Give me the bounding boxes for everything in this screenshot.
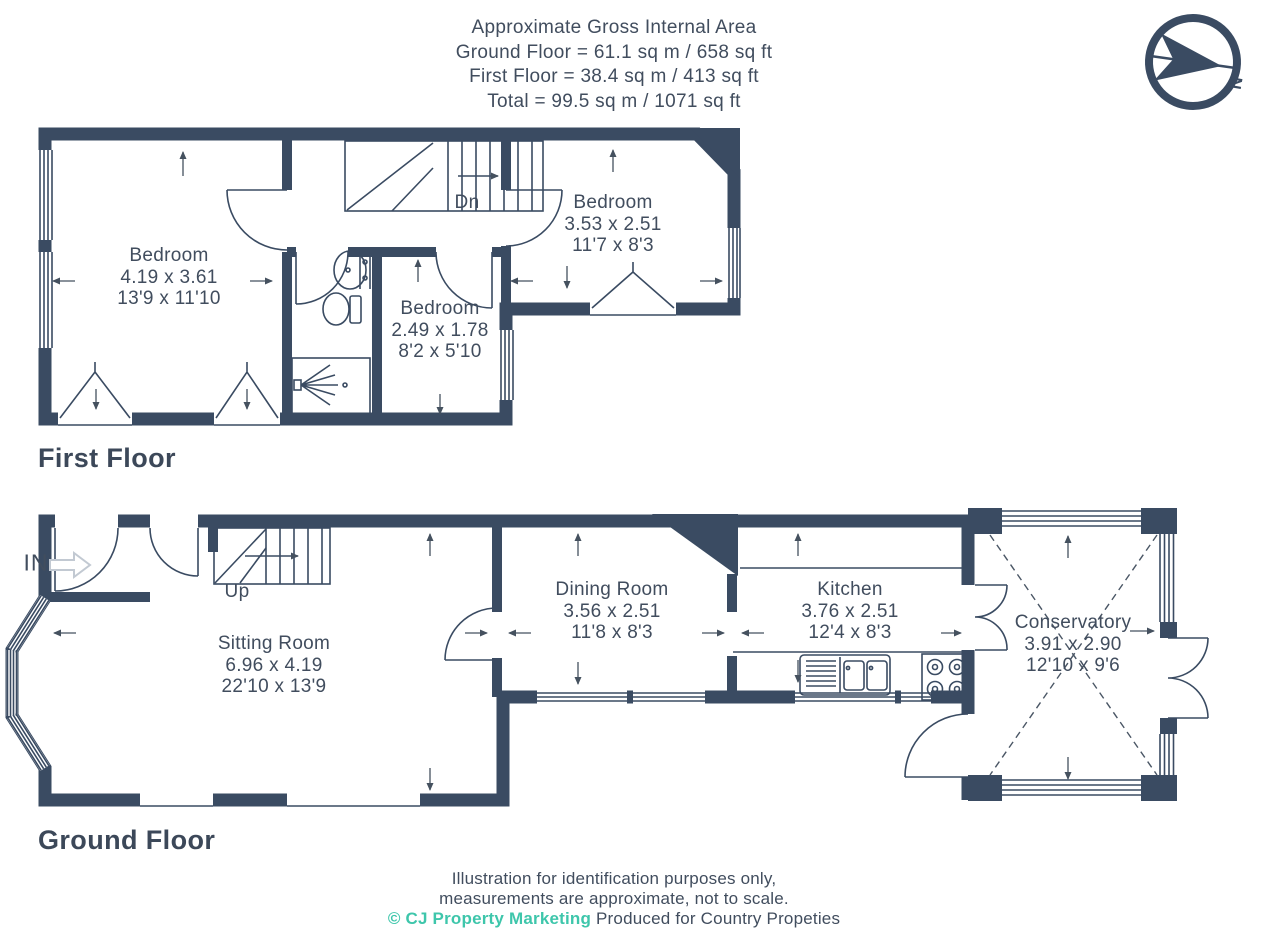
staircase-down bbox=[345, 141, 543, 211]
room-dim-imperial: 12'10 x 9'6 bbox=[1025, 654, 1120, 676]
room-name: Bedroom bbox=[573, 191, 653, 213]
room-dim-imperial: 11'8 x 8'3 bbox=[571, 621, 653, 643]
stairs-down-label: Dn bbox=[454, 192, 480, 213]
credit-marketing: © CJ Property Marketing bbox=[387, 909, 592, 928]
room-label-bedroom-3 bbox=[391, 298, 488, 363]
disclaimer-line-2: measurements are approximate, not to scale. bbox=[439, 888, 789, 908]
room-name: Bedroom bbox=[400, 297, 480, 319]
room-label-dining-room bbox=[555, 579, 668, 644]
room-dim-metric: 4.19 x 3.61 bbox=[120, 266, 218, 288]
ground-floor-title: Ground Floor bbox=[38, 825, 216, 855]
kitchen-conservatory-doors bbox=[975, 585, 1007, 650]
window bbox=[537, 690, 627, 704]
room-label-bedroom-1 bbox=[117, 245, 220, 310]
footer bbox=[388, 869, 840, 929]
first-floor-title: First Floor bbox=[38, 443, 176, 473]
shower-icon bbox=[292, 358, 370, 414]
room-dim-imperial: 13'9 x 11'10 bbox=[117, 287, 221, 309]
room-dim-metric: 2.49 x 1.78 bbox=[391, 319, 489, 341]
window bbox=[499, 330, 513, 400]
room-label-bedroom-2 bbox=[564, 192, 661, 257]
room-name: Conservatory bbox=[1014, 611, 1132, 633]
staircase-up bbox=[214, 528, 330, 584]
credit-line bbox=[388, 909, 840, 929]
room-dim-metric: 6.96 x 4.19 bbox=[225, 654, 323, 676]
vestibule-door bbox=[150, 528, 198, 576]
room-dim-imperial: 22'10 x 13'9 bbox=[221, 675, 327, 697]
disclaimer-line-1: Illustration for identification purposes only, bbox=[451, 869, 777, 888]
window bbox=[37, 252, 52, 348]
window bbox=[633, 690, 705, 704]
room-label-kitchen bbox=[801, 579, 898, 644]
area-total: Total = 99.5 sq m / 1071 sq ft bbox=[487, 90, 741, 112]
room-name: Dining Room bbox=[555, 578, 669, 600]
compass-north-label: N bbox=[1225, 75, 1246, 91]
window bbox=[727, 228, 741, 298]
room-dim-imperial: 11'7 x 8'3 bbox=[572, 234, 654, 256]
area-ground-floor: Ground Floor = 61.1 sq m / 658 sq ft bbox=[455, 41, 773, 63]
credit-produced: Produced for Country Propeties bbox=[596, 909, 841, 928]
room-dim-metric: 3.56 x 2.51 bbox=[563, 600, 661, 622]
entry-direction-arrow bbox=[50, 553, 90, 577]
toilet-icon bbox=[323, 293, 361, 325]
room-label-conservatory bbox=[1015, 612, 1132, 677]
room-name: Kitchen bbox=[817, 578, 883, 600]
area-first-floor: First Floor = 38.4 sq m / 413 sq ft bbox=[469, 66, 759, 87]
entrance-label: IN bbox=[23, 549, 49, 576]
compass-icon bbox=[1133, 0, 1265, 130]
room-dim-imperial: 8'2 x 5'10 bbox=[398, 340, 482, 362]
area-summary-title: Approximate Gross Internal Area bbox=[471, 17, 757, 38]
room-name: Sitting Room bbox=[217, 632, 331, 654]
room-dim-metric: 3.76 x 2.51 bbox=[801, 600, 899, 622]
french-doors bbox=[1168, 638, 1208, 718]
room-dim-imperial: 12'4 x 8'3 bbox=[808, 621, 892, 643]
room-dim-metric: 3.53 x 2.51 bbox=[564, 213, 662, 235]
bay-window bbox=[8, 596, 49, 771]
bathroom-fixtures bbox=[292, 251, 370, 414]
window bbox=[901, 690, 931, 704]
sink-icon bbox=[800, 655, 890, 695]
sitting-dining-door bbox=[445, 608, 497, 660]
ground-floor-windows bbox=[140, 690, 931, 807]
stairs-up-label: Up bbox=[224, 581, 250, 602]
window bbox=[37, 150, 52, 240]
room-name: Bedroom bbox=[129, 244, 209, 266]
angled-corner-wall bbox=[690, 128, 740, 178]
room-dim-metric: 3.91 x 2.90 bbox=[1024, 633, 1122, 655]
back-door bbox=[905, 714, 968, 777]
area-summary bbox=[456, 16, 773, 114]
room-label-sitting-room bbox=[218, 633, 330, 698]
window bbox=[795, 690, 895, 704]
